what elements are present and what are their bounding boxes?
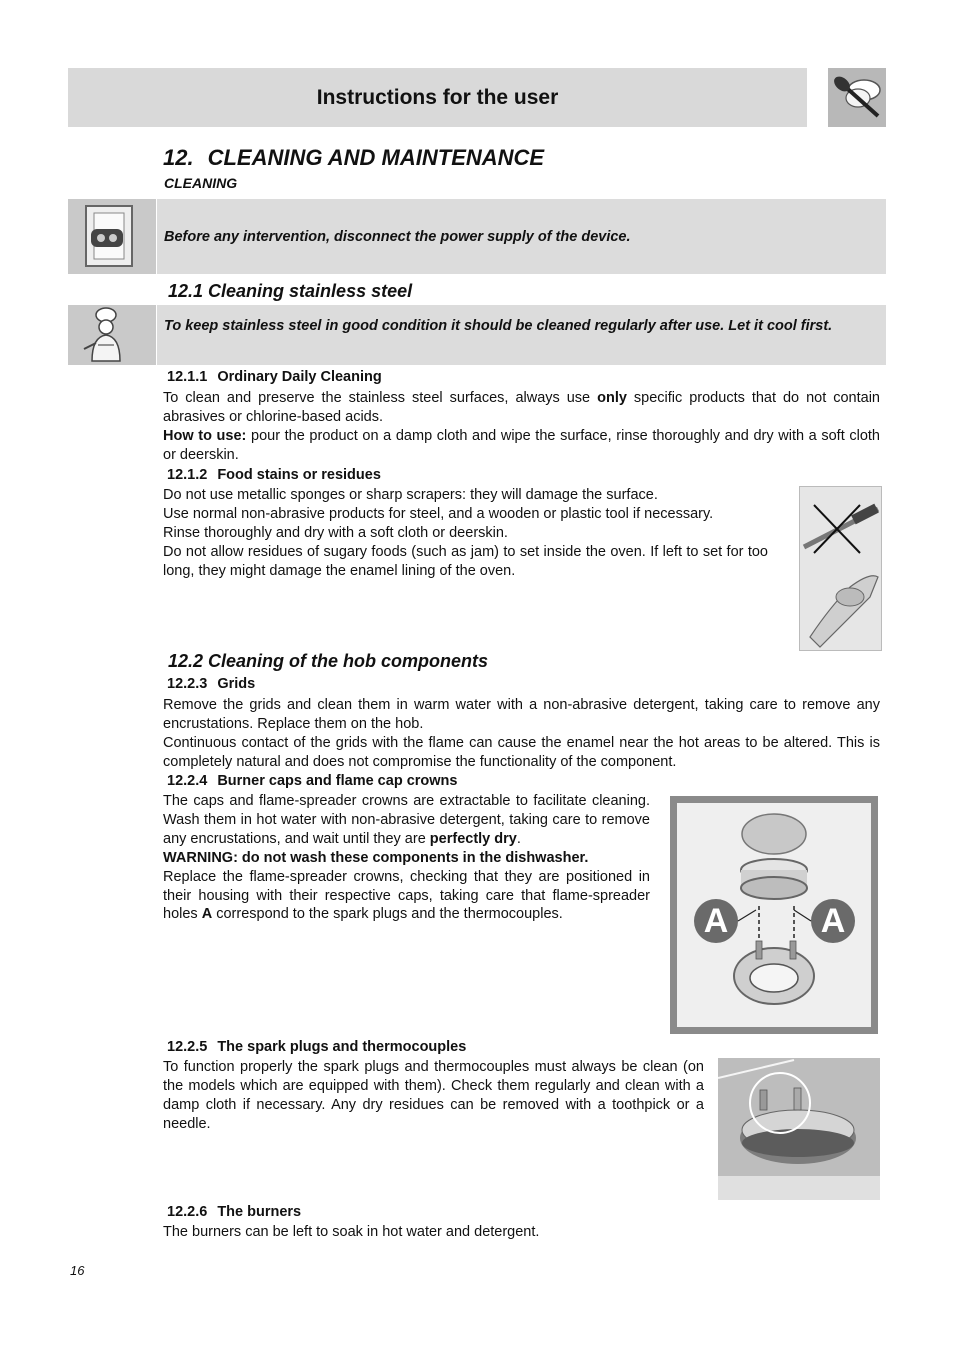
paragraph: Continuous contact of the grids with the flame can cause the enamel near the hot areas to be altered. This is completely natural and does not compromise the functionality of the component. [163, 734, 880, 770]
paragraph: Rinse thoroughly and dry with a soft cloth or deerskin. [163, 524, 508, 541]
page-header-title: Instructions for the user [316, 86, 559, 109]
figure-label-a-right: A [820, 902, 846, 940]
section-12-2-title: 12.2 Cleaning of the hob components [168, 651, 489, 671]
warning-paragraph: WARNING: do not wash these components in the dishwasher. [163, 849, 589, 866]
paragraph: Do not allow residues of sugary foods (such as jam) to set inside the oven. If left to set for too long, they might damage the enamel lining of the oven. [163, 543, 768, 579]
section-subtitle: CLEANING [164, 175, 238, 191]
burner-spark-plug-photo [718, 1058, 880, 1200]
paragraph: To function properly the spark plugs and thermocouples must always be clean (on the models which are equipped with them). Check them regularly and clean with a damp cloth if necessary. Any dry residues can be removed with a toothpick or a needle. [163, 1059, 704, 1132]
subsection-12-2-5-body [163, 1058, 704, 1134]
burner-cap-figure [670, 796, 878, 1034]
subsection-12-2-3-title: 12.2.3 Grids [167, 676, 256, 692]
paragraph: The burners can be left to soak in hot water and detergent. [163, 1224, 540, 1240]
subsection-12-2-3-body [163, 696, 880, 772]
no-knife-cloth-illustration [799, 486, 882, 651]
subsection-12-1-2-body [163, 486, 768, 581]
paragraph: Replace the flame-spreader crowns, checking that they are positioned in their housing with their respective caps, taking care that flame-spreader holes A correspond to the spark plugs and the thermocouples. [163, 868, 650, 923]
paragraph: To clean and preserve the stainless steel surfaces, always use only specific products that do not contain abrasives or chlorine-based acids. [163, 390, 880, 425]
subsection-12-2-4-title: 12.2.4 Burner caps and flame cap crowns [167, 773, 458, 789]
subsection-12-2-4-body [163, 792, 650, 924]
page-number: 16 [70, 1263, 85, 1278]
subsection-12-1-1-title: 12.1.1 Ordinary Daily Cleaning [167, 369, 382, 385]
subsection-12-2-5-title: 12.2.5 The spark plugs and thermocouples [167, 1039, 467, 1055]
section-12-1-title: 12.1 Cleaning stainless steel [168, 281, 413, 301]
warning-text: Before any intervention, disconnect the power supply of the device. [164, 229, 631, 245]
paragraph: Do not use metallic sponges or sharp scrapers: they will damage the surface. [163, 487, 658, 503]
figure-label-a-left: A [703, 902, 729, 940]
subsection-12-1-2-title: 12.1.2 Food stains or residues [167, 467, 381, 483]
chef-icon [68, 305, 156, 365]
paragraph: The caps and flame-spreader crowns are extractable to facilitate cleaning. Wash them in hot water with non-abrasive detergent, taking care to remove any encrustations, and wait until they are perfectly dry. [163, 793, 650, 847]
warning-icon-box-2 [68, 305, 156, 365]
warning-text-2: To keep stainless steel in good condition it should be cleaned regularly after use. Let it cool first. [164, 318, 833, 334]
power-socket-icon [68, 199, 156, 274]
paragraph: Use normal non-abrasive products for steel, and a wooden or plastic tool if necessary. [163, 505, 714, 522]
section-title: 12. CLEANING AND MAINTENANCE [163, 145, 545, 170]
subsection-12-2-6-title: 12.2.6 The burners [167, 1204, 302, 1220]
chef-spoon-hat-icon [828, 68, 886, 127]
warning-icon-box [68, 199, 156, 274]
subsection-12-1-1-body [163, 389, 880, 465]
paragraph: How to use: pour the product on a damp cloth and wipe the surface, rinse thoroughly and dry with a soft cloth or deerskin. [163, 427, 880, 463]
subsection-12-2-6-body [163, 1223, 880, 1242]
paragraph: Remove the grids and clean them in warm water with a non-abrasive detergent, taking care to remove any encrustations. Replace them on the hob. [163, 697, 880, 732]
